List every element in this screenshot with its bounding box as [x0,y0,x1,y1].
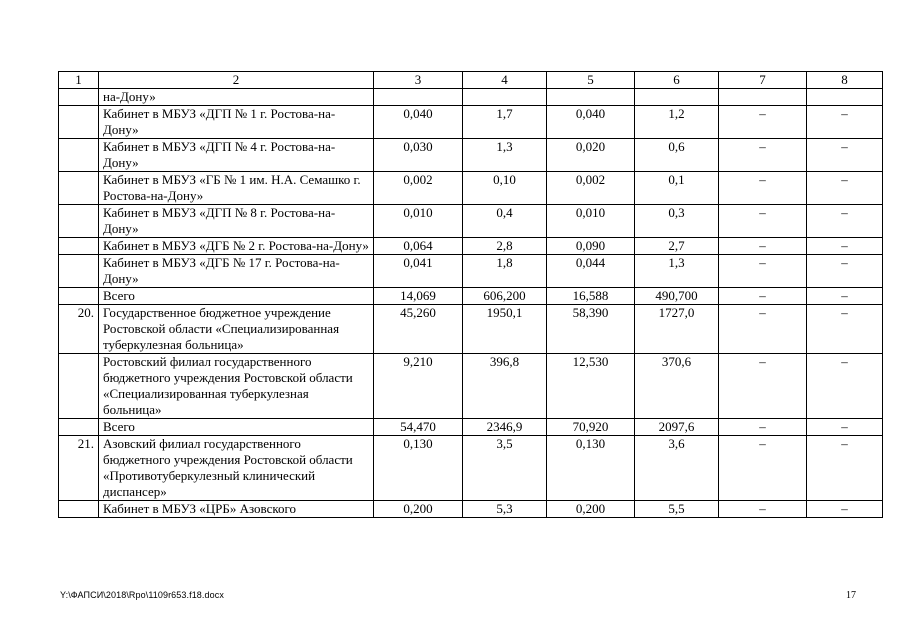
name-cell: Кабинет в МБУЗ «ДГБ № 17 г. Ростова-на-Дону» [99,255,374,288]
value-cell: 12,530 [547,354,635,419]
value-cell: – [807,501,883,518]
name-cell: Азовский филиал государственного бюджетного учреждения Ростовской области «Противотуберкулезный клинический диспансер» [99,436,374,501]
value-cell: 3,5 [463,436,547,501]
value-cell: 0,200 [374,501,463,518]
value-cell: 70,920 [547,419,635,436]
value-cell: – [807,354,883,419]
row-number-cell [59,89,99,106]
name-cell: Всего [99,288,374,305]
row-number-cell [59,139,99,172]
value-cell: 16,588 [547,288,635,305]
value-cell: – [807,205,883,238]
value-cell: 2097,6 [635,419,719,436]
value-cell: 0,200 [547,501,635,518]
value-cell: 0,4 [463,205,547,238]
value-cell: 606,200 [463,288,547,305]
table-row [59,354,883,419]
name-cell: Кабинет в МБУЗ «ГБ № 1 им. Н.А. Семашко г. Ростова-на-Дону» [99,172,374,205]
header-cell: 8 [807,72,883,89]
value-cell: – [719,172,807,205]
value-cell: – [807,419,883,436]
value-cell: – [719,255,807,288]
value-cell: 0,10 [463,172,547,205]
header-cell: 5 [547,72,635,89]
value-cell [807,89,883,106]
name-cell: на-Дону» [99,89,374,106]
name-cell: Всего [99,419,374,436]
value-cell: – [807,106,883,139]
header-cell: 4 [463,72,547,89]
header-cell: 6 [635,72,719,89]
value-cell: 0,041 [374,255,463,288]
row-number-cell [59,205,99,238]
value-cell: 490,700 [635,288,719,305]
table-header-row [59,72,883,89]
name-cell: Кабинет в МБУЗ «ДГП № 8 г. Ростова-на-Дону» [99,205,374,238]
table-row [59,255,883,288]
value-cell: 2,8 [463,238,547,255]
value-cell: 1950,1 [463,305,547,354]
value-cell: 0,010 [374,205,463,238]
value-cell: 0,090 [547,238,635,255]
value-cell: – [719,354,807,419]
value-cell: – [719,305,807,354]
header-cell: 1 [59,72,99,89]
value-cell: – [807,288,883,305]
value-cell: 396,8 [463,354,547,419]
table-row [59,238,883,255]
document-table [58,71,883,518]
value-cell: 0,6 [635,139,719,172]
row-number-cell: 20. [59,305,99,354]
name-cell: Кабинет в МБУЗ «ДГП № 1 г. Ростова-на-Дону» [99,106,374,139]
row-number-cell [59,354,99,419]
row-number-cell [59,238,99,255]
table-row [59,288,883,305]
table-row [59,106,883,139]
value-cell: 1,2 [635,106,719,139]
value-cell: 2346,9 [463,419,547,436]
table-row [59,139,883,172]
value-cell: – [807,436,883,501]
value-cell: – [807,238,883,255]
value-cell [374,89,463,106]
page-number: 17 [846,590,856,601]
value-cell: – [807,172,883,205]
value-cell [719,89,807,106]
table-row [59,305,883,354]
value-cell: – [719,205,807,238]
value-cell: 0,1 [635,172,719,205]
value-cell: 0,3 [635,205,719,238]
value-cell: 0,030 [374,139,463,172]
table-row [59,419,883,436]
value-cell: 0,020 [547,139,635,172]
value-cell: 45,260 [374,305,463,354]
header-cell: 7 [719,72,807,89]
value-cell: – [719,419,807,436]
value-cell [547,89,635,106]
row-number-cell [59,106,99,139]
name-cell: Кабинет в МБУЗ «ДГБ № 2 г. Ростова-на-Дону» [99,238,374,255]
value-cell: 0,010 [547,205,635,238]
name-cell: Кабинет в МБУЗ «ЦРБ» Азовского [99,501,374,518]
value-cell: 1,3 [635,255,719,288]
table-row [59,89,883,106]
value-cell: 5,3 [463,501,547,518]
table-row [59,436,883,501]
value-cell: 0,064 [374,238,463,255]
name-cell: Государственное бюджетное учреждение Ростовской области «Специализированная туберкулезная больница» [99,305,374,354]
value-cell: 0,002 [547,172,635,205]
value-cell: 14,069 [374,288,463,305]
value-cell: 1,7 [463,106,547,139]
row-number-cell [59,501,99,518]
value-cell: – [719,436,807,501]
value-cell: 0,040 [374,106,463,139]
table-row [59,205,883,238]
row-number-cell [59,172,99,205]
value-cell: 54,470 [374,419,463,436]
value-cell [463,89,547,106]
table-row [59,501,883,518]
value-cell: 2,7 [635,238,719,255]
name-cell: Ростовский филиал государственного бюджетного учреждения Ростовской области «Специализированная туберкулезная больница» [99,354,374,419]
value-cell: – [807,139,883,172]
value-cell: 0,040 [547,106,635,139]
value-cell: – [719,238,807,255]
value-cell: 58,390 [547,305,635,354]
value-cell: – [719,139,807,172]
value-cell [635,89,719,106]
row-number-cell [59,288,99,305]
value-cell: 0,130 [547,436,635,501]
row-number-cell: 21. [59,436,99,501]
value-cell: – [719,288,807,305]
footer-file-path: Y:\ФАПСИ\2018\Rpo\1109r653.f18.docx [60,590,224,600]
value-cell: 370,6 [635,354,719,419]
value-cell: 1727,0 [635,305,719,354]
value-cell: 9,210 [374,354,463,419]
value-cell: 0,130 [374,436,463,501]
value-cell: – [807,305,883,354]
value-cell: 5,5 [635,501,719,518]
value-cell: – [807,255,883,288]
header-cell: 2 [99,72,374,89]
name-cell: Кабинет в МБУЗ «ДГП № 4 г. Ростова-на-Дону» [99,139,374,172]
table-row [59,172,883,205]
value-cell: – [719,106,807,139]
value-cell: 0,002 [374,172,463,205]
row-number-cell [59,419,99,436]
value-cell: 1,3 [463,139,547,172]
value-cell: 3,6 [635,436,719,501]
value-cell: 0,044 [547,255,635,288]
value-cell: – [719,501,807,518]
header-cell: 3 [374,72,463,89]
row-number-cell [59,255,99,288]
value-cell: 1,8 [463,255,547,288]
